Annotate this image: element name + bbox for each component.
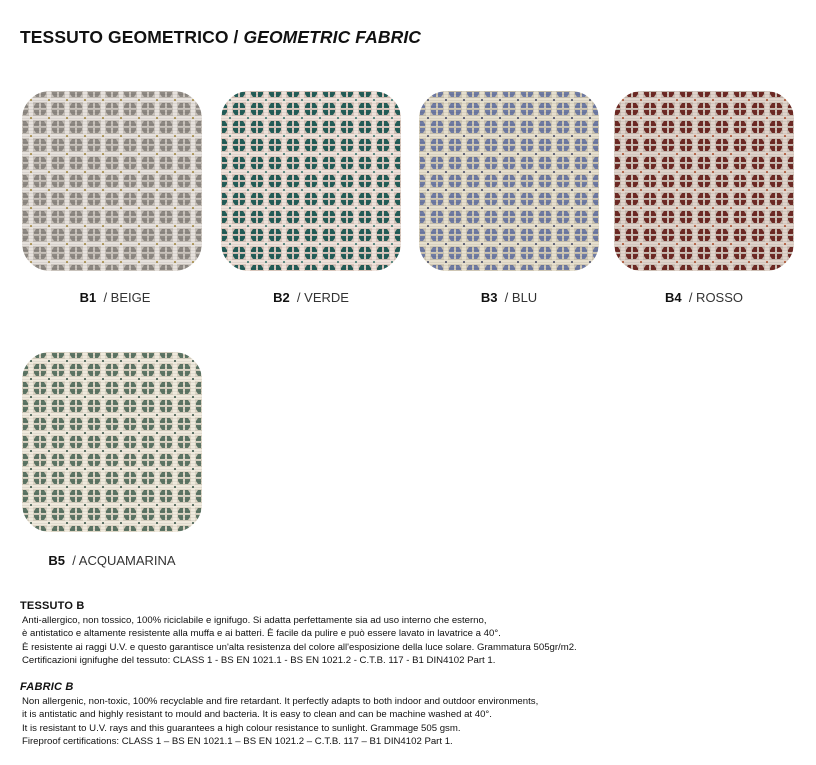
page-title <box>20 27 421 48</box>
swatch-color-name: / BLU <box>504 290 538 305</box>
fabric-texture <box>419 91 599 271</box>
swatch-color-name: / BEIGE <box>103 290 151 305</box>
swatch-caption-b5 <box>22 553 202 568</box>
swatch-code: B4 <box>664 290 682 305</box>
description-line: Anti-allergico, non tossico, 100% riciclabile e ignifugo. Si adatta perfettamente sia ad uso interno che esterno, <box>22 615 487 626</box>
description-heading: FABRIC B <box>20 681 74 693</box>
description-line: it is antistatic and highly resistant to mould and bacteria. It is easy to clean and can be machine washed at 40°. <box>22 709 492 721</box>
description-english <box>20 681 538 748</box>
fabric-texture <box>614 91 794 271</box>
description-line: È resistente ai raggi U.V. e questo garantisce un'alta resistenza del colore all'esposizione della luce solare. Grammatura 505gr/m2. <box>22 641 577 653</box>
swatch-caption-b3 <box>419 290 599 305</box>
title-italic: GEOMETRIC FABRIC <box>243 27 422 47</box>
fabric-swatch-b4[interactable] <box>614 91 794 271</box>
swatch-color-name: / VERDE <box>296 290 349 305</box>
fabric-swatch-b2[interactable] <box>221 91 401 271</box>
swatch-caption-b4 <box>614 290 794 305</box>
swatch-code: B2 <box>273 290 290 305</box>
description-line: Certificazioni ignifughe del tessuto: CLASS 1 - BS EN 1021.1 - BS EN 1021.2 - C.T.B. 117 - B1 DIN4102 Part 1. <box>22 654 496 666</box>
swatch-color-name: / ACQUAMARINA <box>72 553 176 568</box>
description-italian <box>20 600 577 667</box>
description-line: It is resistant to U.V. rays and this guarantees a high colour resistance to sunlight. Grammage 505 gsm. <box>22 722 461 734</box>
description-line: Non allergenic, non-toxic, 100% recyclable and fire retardant. It perfectly adapts to both indoor and outdoor environments, <box>22 696 539 707</box>
swatch-code: B1 <box>79 290 97 305</box>
description-line: è antistatico e altamente resistente alla muffa e ai batteri. È facile da pulire e può essere lavato in lavatrice a 40°. <box>22 628 501 640</box>
fabric-texture <box>221 91 401 271</box>
title-main: TESSUTO GEOMETRICO / <box>20 27 244 47</box>
swatch-caption-b2 <box>221 290 401 305</box>
description-line: Fireproof certifications: CLASS 1 – BS EN 1021.1 – BS EN 1021.2 – C.T.B. 117 – B1 DIN4102 Part 1. <box>22 735 453 747</box>
fabric-texture <box>22 91 202 271</box>
fabric-swatch-b3[interactable] <box>419 91 599 271</box>
swatch-code: B5 <box>48 553 66 568</box>
swatch-code: B3 <box>480 290 498 305</box>
fabric-swatch-b5[interactable] <box>22 352 202 532</box>
swatch-color-name: / ROSSO <box>688 290 744 305</box>
fabric-swatch-b1[interactable] <box>22 91 202 271</box>
description-heading: TESSUTO B <box>20 600 85 612</box>
swatch-caption-b1 <box>25 290 205 305</box>
fabric-texture <box>22 352 202 532</box>
